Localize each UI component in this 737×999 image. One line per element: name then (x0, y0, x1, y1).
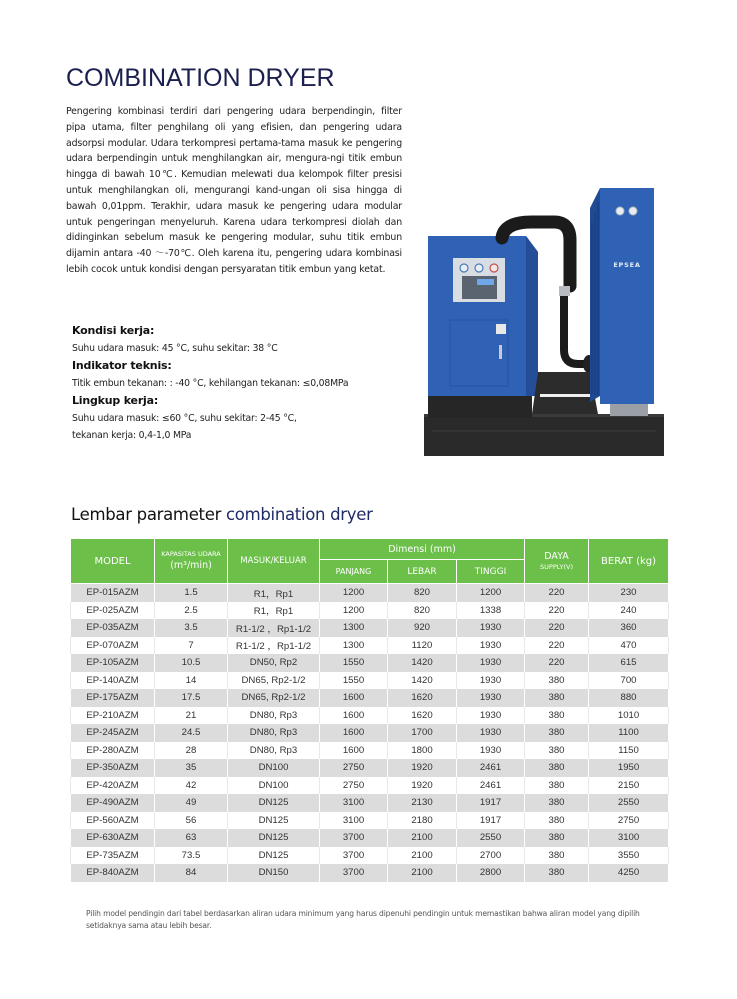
table-row (71, 724, 669, 742)
table-row (71, 689, 669, 707)
cell-weight: 2150 (589, 777, 669, 795)
cell-power: 380 (525, 724, 589, 742)
cell-height: 1930 (457, 707, 525, 725)
cell-power: 220 (525, 602, 589, 620)
cell-height: 1930 (457, 672, 525, 690)
cell-model: EP-280AZM (71, 742, 155, 760)
technical-indicator-heading: Indikator teknis: (72, 359, 172, 372)
header-dimension: Dimensi (mm) (320, 539, 525, 560)
cell-height: 2550 (457, 829, 525, 847)
parameter-table (70, 538, 669, 882)
cell-height: 1930 (457, 742, 525, 760)
table-row (71, 707, 669, 725)
cell-power: 380 (525, 689, 589, 707)
cell-inlet-outlet: R1-1/2 ，Rp1-1/2 (228, 637, 320, 655)
gauge-icon (460, 264, 468, 272)
cell-capacity: 2.5 (155, 602, 228, 620)
table-body (71, 584, 669, 882)
cell-width: 820 (388, 584, 457, 602)
table-row (71, 864, 669, 882)
cell-width: 1420 (388, 672, 457, 690)
header-inlet-outlet: MASUK/KELUAR (228, 539, 320, 584)
cell-height: 1930 (457, 619, 525, 637)
cell-width: 1620 (388, 707, 457, 725)
cell-model: EP-210AZM (71, 707, 155, 725)
table-row (71, 672, 669, 690)
cell-weight: 2750 (589, 812, 669, 830)
cell-width: 1420 (388, 654, 457, 672)
header-power (525, 539, 589, 584)
cell-length: 3100 (320, 794, 388, 812)
cell-model: EP-175AZM (71, 689, 155, 707)
cell-inlet-outlet: DN125 (228, 812, 320, 830)
cell-length: 1600 (320, 707, 388, 725)
header-capacity-label: KAPASITAS UDARA (161, 550, 221, 558)
table-row (71, 794, 669, 812)
cell-capacity: 1.5 (155, 584, 228, 602)
cell-width: 2100 (388, 829, 457, 847)
cell-capacity: 49 (155, 794, 228, 812)
cell-model: EP-025AZM (71, 602, 155, 620)
cell-inlet-outlet: DN80, Rp3 (228, 724, 320, 742)
cell-model: EP-490AZM (71, 794, 155, 812)
cell-capacity: 14 (155, 672, 228, 690)
cell-capacity: 42 (155, 777, 228, 795)
cell-model: EP-630AZM (71, 829, 155, 847)
gauge-icon (475, 264, 483, 272)
cell-capacity: 7 (155, 637, 228, 655)
cell-weight: 3550 (589, 847, 669, 865)
specs-block (72, 322, 392, 444)
base-platform (424, 414, 664, 456)
cell-inlet-outlet: R1，Rp1 (228, 584, 320, 602)
cell-inlet-outlet: DN65, Rp2-1/2 (228, 672, 320, 690)
cell-inlet-outlet: DN100 (228, 759, 320, 777)
cell-width: 1620 (388, 689, 457, 707)
cell-power: 380 (525, 777, 589, 795)
cell-length: 1200 (320, 584, 388, 602)
working-scope-text-2: tekanan kerja: 0,4-1,0 MPa (72, 430, 192, 441)
header-capacity-unit: (m³/min) (170, 560, 212, 571)
cell-model: EP-035AZM (71, 619, 155, 637)
cell-length: 1300 (320, 637, 388, 655)
cell-model: EP-735AZM (71, 847, 155, 865)
cell-inlet-outlet: R1-1/2 ，Rp1-1/2 (228, 619, 320, 637)
cell-weight: 1950 (589, 759, 669, 777)
cell-length: 1600 (320, 724, 388, 742)
table-row (71, 847, 669, 865)
cell-height: 1338 (457, 602, 525, 620)
cell-length: 1550 (320, 672, 388, 690)
cell-power: 380 (525, 812, 589, 830)
cell-inlet-outlet: DN65, Rp2-1/2 (228, 689, 320, 707)
parameter-title-prefix: Lembar parameter (71, 505, 222, 524)
cell-weight: 1150 (589, 742, 669, 760)
cell-weight: 360 (589, 619, 669, 637)
combination-dryer-illustration (422, 182, 670, 458)
cell-model: EP-420AZM (71, 777, 155, 795)
cell-length: 1600 (320, 742, 388, 760)
header-power-sub: SUPPLY(V) (540, 563, 574, 571)
pressure-gauge-icon (616, 207, 624, 215)
cell-inlet-outlet: DN80, Rp3 (228, 707, 320, 725)
cell-power: 380 (525, 847, 589, 865)
cell-height: 2700 (457, 847, 525, 865)
cell-length: 2750 (320, 759, 388, 777)
cell-length: 3700 (320, 864, 388, 882)
header-width: LEBAR (388, 560, 457, 584)
header-length: PANJANG (320, 560, 388, 584)
brand-logo: EPSEA (613, 261, 641, 269)
cell-width: 1700 (388, 724, 457, 742)
cell-capacity: 35 (155, 759, 228, 777)
cell-weight: 880 (589, 689, 669, 707)
cell-inlet-outlet: R1，Rp1 (228, 602, 320, 620)
cell-capacity: 3.5 (155, 619, 228, 637)
table-row (71, 742, 669, 760)
table-row (71, 602, 669, 620)
table-row (71, 584, 669, 602)
table-row (71, 777, 669, 795)
cell-inlet-outlet: DN125 (228, 829, 320, 847)
cell-width: 1920 (388, 759, 457, 777)
cell-length: 3100 (320, 812, 388, 830)
cell-power: 220 (525, 637, 589, 655)
cell-weight: 470 (589, 637, 669, 655)
cell-width: 1920 (388, 777, 457, 795)
cell-weight: 230 (589, 584, 669, 602)
cell-inlet-outlet: DN150 (228, 864, 320, 882)
table-row (71, 759, 669, 777)
cell-power: 220 (525, 584, 589, 602)
cell-height: 1930 (457, 654, 525, 672)
technical-indicator-text: Titik embun tekanan: : -40 °C, kehilangan tekanan: ≤0,08MPa (72, 378, 349, 389)
working-condition-heading: Kondisi kerja: (72, 324, 155, 337)
cell-length: 1600 (320, 689, 388, 707)
footnote: Pilih model pendingin dari tabel berdasarkan aliran udara minimum yang harus dipenuhi pendingin untuk memastikan bahwa aliran model yang dipilih setidaknya sama atau lebih besar. (86, 909, 640, 930)
cell-capacity: 56 (155, 812, 228, 830)
cell-weight: 1100 (589, 724, 669, 742)
cell-weight: 1010 (589, 707, 669, 725)
pressure-gauge-icon (629, 207, 637, 215)
cell-weight: 4250 (589, 864, 669, 882)
cell-power: 380 (525, 742, 589, 760)
cell-power: 380 (525, 707, 589, 725)
cell-model: EP-140AZM (71, 672, 155, 690)
cell-height: 1200 (457, 584, 525, 602)
cell-height: 2800 (457, 864, 525, 882)
cell-width: 1800 (388, 742, 457, 760)
adsorption-dryer-body (600, 188, 654, 404)
cell-length: 2750 (320, 777, 388, 795)
cell-height: 1930 (457, 689, 525, 707)
cell-length: 1550 (320, 654, 388, 672)
parameter-section-title (71, 505, 373, 524)
cell-model: EP-015AZM (71, 584, 155, 602)
table-row (71, 829, 669, 847)
product-image (422, 182, 670, 458)
cell-model: EP-840AZM (71, 864, 155, 882)
table-row (71, 812, 669, 830)
cell-length: 3700 (320, 829, 388, 847)
cell-model: EP-350AZM (71, 759, 155, 777)
cell-weight: 240 (589, 602, 669, 620)
cell-width: 920 (388, 619, 457, 637)
cell-height: 2461 (457, 759, 525, 777)
cell-width: 2100 (388, 864, 457, 882)
table-row (71, 619, 669, 637)
working-scope-heading: Lingkup kerja: (72, 394, 159, 407)
cell-weight: 2550 (589, 794, 669, 812)
cell-height: 1917 (457, 794, 525, 812)
table-row (71, 637, 669, 655)
cell-width: 820 (388, 602, 457, 620)
cell-inlet-outlet: DN125 (228, 794, 320, 812)
cell-height: 1930 (457, 637, 525, 655)
cell-model: EP-105AZM (71, 654, 155, 672)
cell-inlet-outlet: DN100 (228, 777, 320, 795)
working-condition-text: Suhu udara masuk: 45 °C, suhu sekitar: 38 °C (72, 343, 278, 354)
header-model: MODEL (71, 539, 155, 584)
cell-height: 1917 (457, 812, 525, 830)
parameter-title-accent: combination dryer (226, 505, 373, 524)
cell-weight: 3100 (589, 829, 669, 847)
cell-width: 2130 (388, 794, 457, 812)
cell-capacity: 63 (155, 829, 228, 847)
cell-capacity: 84 (155, 864, 228, 882)
cell-length: 1200 (320, 602, 388, 620)
cell-capacity: 28 (155, 742, 228, 760)
cell-capacity: 24.5 (155, 724, 228, 742)
cell-weight: 615 (589, 654, 669, 672)
mounting-bracket (610, 404, 648, 416)
cell-model: EP-560AZM (71, 812, 155, 830)
cell-height: 1930 (457, 724, 525, 742)
cell-weight: 700 (589, 672, 669, 690)
working-scope-text-1: Suhu udara masuk: ≤60 °C, suhu sekitar: 2-45 °C, (72, 413, 297, 424)
cell-power: 380 (525, 829, 589, 847)
cell-capacity: 17.5 (155, 689, 228, 707)
gauge-icon (490, 264, 498, 272)
cell-width: 2180 (388, 812, 457, 830)
cell-height: 2461 (457, 777, 525, 795)
cell-width: 1120 (388, 637, 457, 655)
header-power-label: DAYA (544, 551, 569, 562)
cell-power: 380 (525, 759, 589, 777)
header-height: TINGGI (457, 560, 525, 584)
header-capacity (155, 539, 228, 584)
cell-model: EP-070AZM (71, 637, 155, 655)
cell-inlet-outlet: DN80, Rp3 (228, 742, 320, 760)
header-weight: BERAT (kg) (589, 539, 669, 584)
cell-model: EP-245AZM (71, 724, 155, 742)
cell-inlet-outlet: DN50, Rp2 (228, 654, 320, 672)
cell-length: 3700 (320, 847, 388, 865)
cell-length: 1300 (320, 619, 388, 637)
cell-inlet-outlet: DN125 (228, 847, 320, 865)
cell-power: 380 (525, 794, 589, 812)
cell-power: 380 (525, 672, 589, 690)
cell-capacity: 73.5 (155, 847, 228, 865)
cell-power: 220 (525, 654, 589, 672)
table-row (71, 654, 669, 672)
cell-capacity: 10.5 (155, 654, 228, 672)
page-title: COMBINATION DRYER (66, 64, 335, 92)
cell-capacity: 21 (155, 707, 228, 725)
intro-paragraph: Pengering kombinasi terdiri dari pengering udara berpendingin, filter pipa utama, filter penghilang oli yang efisien, dan pengering udara adsorpsi modular. Udara terkompresi pertama-tama masuk ke pengering udara berpendingin untuk menghilangkan air, mengura-ngi titik embun hingga di bawah 10℃. Kemudian melewati dua kelompok filter presisi untuk menghilangkan oli, mengurangi kand-ungan oli sisa hingga di bawah 0,01ppm. Terakhir, udara masuk ke pengering udara modular untuk pengeringan menyeluruh. Karena udara terkompresi diolah dan didinginkan sebelum masuk ke pengering modular, suhu titik embun dijamin antara -40 ～-70℃. Oleh karena itu, pengering udara kombinasi lebih cocok untuk kondisi dengan persyaratan titik embun yang ketat. (66, 106, 402, 275)
cell-power: 220 (525, 619, 589, 637)
cell-power: 380 (525, 864, 589, 882)
cell-width: 2100 (388, 847, 457, 865)
